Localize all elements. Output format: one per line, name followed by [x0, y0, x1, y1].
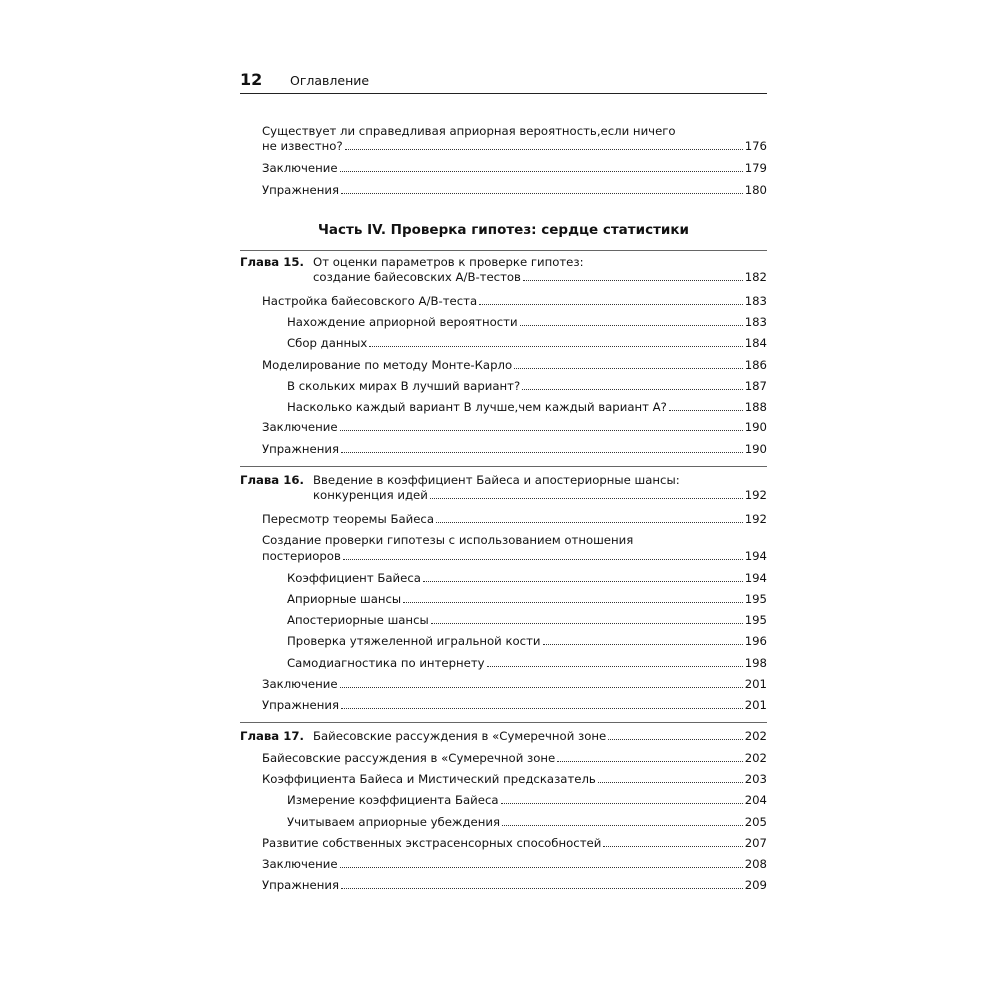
- toc-entry: [240, 336, 767, 350]
- entry-text: Упражнения: [262, 442, 339, 456]
- toc-entry: [240, 161, 767, 175]
- leader-dots: [522, 389, 743, 390]
- leader-dots: [431, 623, 743, 624]
- leader-dots: [557, 761, 742, 762]
- entry-page: 195: [744, 613, 767, 627]
- leader-dots: [520, 325, 743, 326]
- entry-text: В скольких мирах B лучший вариант?: [287, 379, 521, 393]
- entry-page: 205: [744, 815, 767, 829]
- toc-entry: [240, 183, 767, 197]
- toc-entry: [240, 857, 767, 871]
- leader-dots: [423, 581, 743, 582]
- chapter-heading: [240, 729, 767, 743]
- entry-page: 180: [744, 183, 767, 197]
- entry-text: Насколько каждый вариант B лучше,чем каждый вариант A?: [287, 400, 667, 414]
- entry-text: Моделирование по методу Монте-Карло: [262, 358, 513, 372]
- toc-entry: [240, 815, 767, 829]
- entry-text: Проверка утяжеленной игральной кости: [287, 634, 541, 648]
- chapter-label: Глава 15.: [240, 255, 304, 269]
- entry-page: 201: [744, 677, 767, 691]
- entry-text: Апостериорные шансы: [287, 613, 429, 627]
- entry-page: 209: [744, 878, 767, 892]
- chapter-title-line1: Введение в коэффициент Байеса и апостериорные шансы:: [313, 473, 680, 487]
- toc-entry: [240, 571, 767, 585]
- chapter-divider: [240, 722, 767, 723]
- leader-dots: [403, 602, 743, 603]
- entry-text: Сбор данных: [287, 336, 368, 350]
- entry-text: Коэффициент Байеса: [287, 571, 421, 585]
- leader-dots: [598, 782, 743, 783]
- entry-page: 207: [744, 836, 767, 850]
- toc-entry: [240, 698, 767, 712]
- leader-dots: [340, 430, 743, 431]
- entry-text-line1: Существует ли справедливая априорная вероятность,если ничего: [262, 124, 676, 138]
- toc-entry: [240, 400, 767, 414]
- header-title: Оглавление: [290, 73, 370, 88]
- entry-page: 186: [744, 358, 767, 372]
- entry-text: Коэффициента Байеса и Мистический предсказатель: [262, 772, 596, 786]
- leader-dots: [341, 452, 743, 453]
- leader-dots: [543, 644, 743, 645]
- entry-text: Упражнения: [262, 183, 339, 197]
- chapter-label: Глава 17.: [240, 729, 304, 743]
- toc-entry: [240, 656, 767, 670]
- toc-entry: [240, 379, 767, 393]
- toc-entry: [240, 315, 767, 329]
- leader-dots: [479, 304, 743, 305]
- leader-dots: [369, 346, 742, 347]
- entry-page: 183: [744, 294, 767, 308]
- leader-dots: [514, 368, 743, 369]
- entry-text: Заключение: [262, 857, 338, 871]
- entry-text: Упражнения: [262, 878, 339, 892]
- entry-page: 192: [744, 512, 767, 526]
- toc-entry: [240, 878, 767, 892]
- leader-dots: [608, 739, 742, 740]
- leader-dots: [340, 867, 743, 868]
- chapter-title: создание байесовских A/B-тестов: [313, 270, 521, 284]
- leader-dots: [341, 708, 743, 709]
- leader-dots: [669, 410, 743, 411]
- entry-page: 176: [744, 139, 767, 153]
- entry-text: Настройка байесовского A/B-теста: [262, 294, 478, 308]
- leader-dots: [340, 171, 743, 172]
- entry-text: Байесовские рассуждения в «Сумеречной зоне: [262, 751, 556, 765]
- toc-entry: [240, 677, 767, 691]
- chapter-divider: [240, 250, 767, 251]
- leader-dots: [345, 149, 743, 150]
- entry-page: 190: [744, 442, 767, 456]
- toc-entry: [240, 592, 767, 606]
- page-number: 12: [240, 70, 263, 89]
- entry-page: 201: [744, 698, 767, 712]
- entry-text: Заключение: [262, 677, 338, 691]
- entry-text: не известно?: [262, 139, 343, 153]
- entry-text: Априорные шансы: [287, 592, 402, 606]
- entry-text: постериоров: [262, 549, 341, 563]
- entry-page: 198: [744, 656, 767, 670]
- entry-page: 194: [744, 571, 767, 585]
- entry-page: 187: [744, 379, 767, 393]
- entry-page: 183: [744, 315, 767, 329]
- chapter-page: 182: [744, 270, 767, 284]
- toc-entry: [240, 793, 767, 807]
- chapter-title-line1: От оценки параметров к проверке гипотез:: [313, 255, 584, 269]
- leader-dots: [501, 803, 743, 804]
- toc-entry: [240, 533, 767, 563]
- toc-entry: [240, 124, 767, 154]
- leader-dots: [341, 888, 743, 889]
- part-title: Часть IV. Проверка гипотез: сердце статистики: [318, 222, 689, 238]
- leader-dots: [340, 687, 743, 688]
- entry-text: Упражнения: [262, 698, 339, 712]
- toc-entry: [240, 294, 767, 308]
- toc-entry: [240, 358, 767, 372]
- leader-dots: [341, 193, 743, 194]
- entry-text: Заключение: [262, 161, 338, 175]
- chapter-title: Байесовские рассуждения в «Сумеречной зоне: [313, 729, 607, 743]
- entry-page: 203: [744, 772, 767, 786]
- leader-dots: [523, 280, 743, 281]
- leader-dots: [603, 846, 742, 847]
- entry-page: 194: [744, 549, 767, 563]
- entry-text: Развитие собственных экстрасенсорных способностей: [262, 836, 602, 850]
- entry-text: Учитываем априорные убеждения: [287, 815, 500, 829]
- entry-text: Пересмотр теоремы Байеса: [262, 512, 434, 526]
- entry-page: 184: [744, 336, 767, 350]
- entry-page: 208: [744, 857, 767, 871]
- chapter-page: 202: [744, 729, 767, 743]
- entry-page: 190: [744, 420, 767, 434]
- entry-page: 195: [744, 592, 767, 606]
- chapter-heading: [240, 473, 767, 503]
- leader-dots: [502, 825, 743, 826]
- entry-text: Измерение коэффициента Байеса: [287, 793, 499, 807]
- chapter-page: 192: [744, 488, 767, 502]
- toc-entry: [240, 634, 767, 648]
- toc-entry: [240, 836, 767, 850]
- entry-page: 179: [744, 161, 767, 175]
- toc-entry: [240, 772, 767, 786]
- leader-dots: [436, 522, 743, 523]
- entry-text: Самодиагностика по интернету: [287, 656, 485, 670]
- toc-entry: [240, 420, 767, 434]
- chapter-heading: [240, 255, 767, 285]
- chapter-label: Глава 16.: [240, 473, 304, 487]
- entry-text: Заключение: [262, 420, 338, 434]
- leader-dots: [487, 666, 743, 667]
- leader-dots: [430, 498, 743, 499]
- entry-text: Нахождение априорной вероятности: [287, 315, 518, 329]
- entry-page: 202: [744, 751, 767, 765]
- entry-page: 188: [744, 400, 767, 414]
- entry-page: 196: [744, 634, 767, 648]
- chapter-divider: [240, 466, 767, 467]
- page-header: [240, 70, 767, 94]
- toc-entry: [240, 442, 767, 456]
- toc-entry: [240, 512, 767, 526]
- leader-dots: [343, 559, 743, 560]
- entry-text-line1: Создание проверки гипотезы с использованием отношения: [262, 533, 634, 547]
- toc-entry: [240, 751, 767, 765]
- toc-entry: [240, 613, 767, 627]
- chapter-title: конкуренция идей: [313, 488, 428, 502]
- entry-page: 204: [744, 793, 767, 807]
